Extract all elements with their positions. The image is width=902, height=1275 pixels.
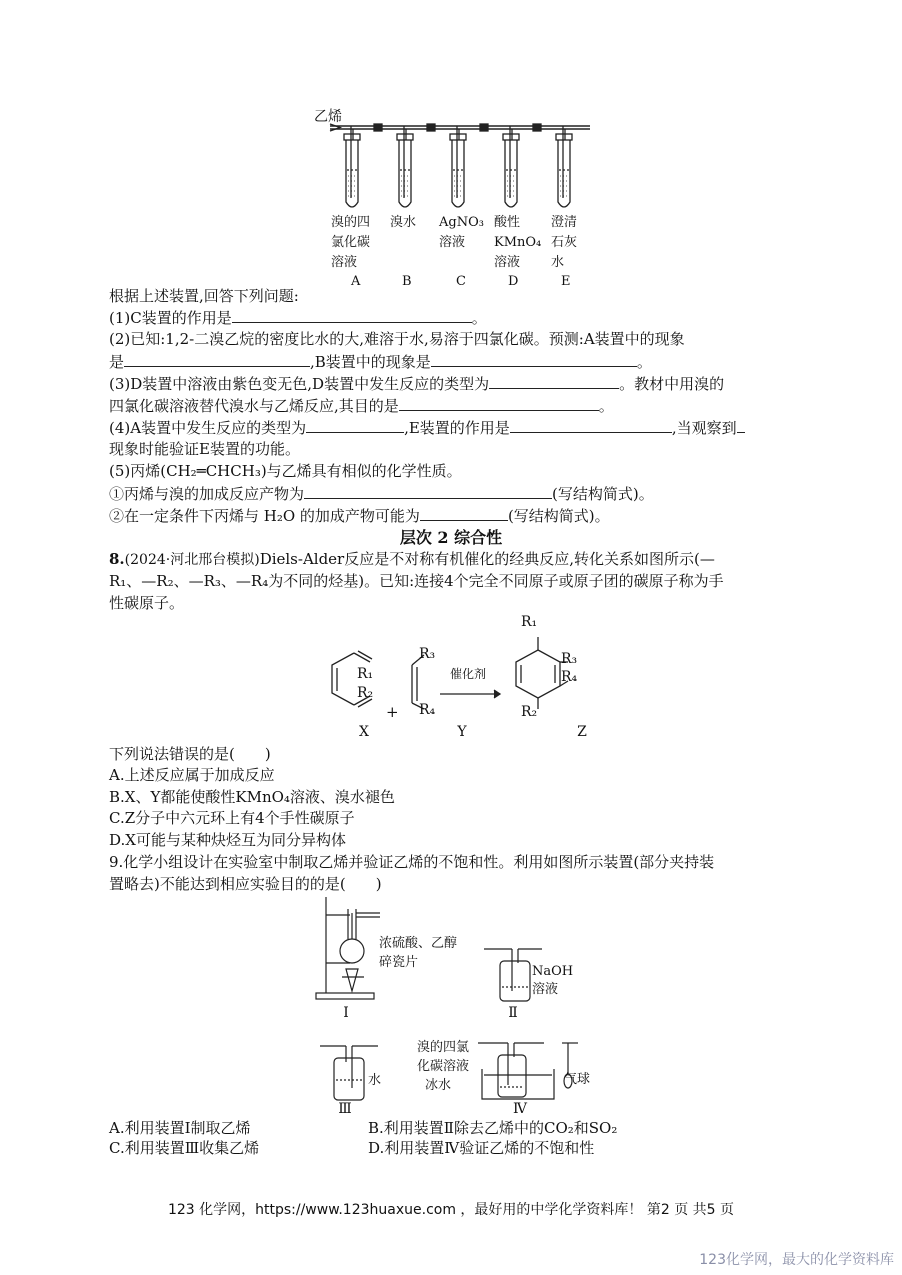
y-r3: R₃ [419, 646, 436, 662]
test-tube [344, 126, 360, 207]
q7-intro: 根据上述装置,回答下列问题: [109, 287, 299, 305]
tube-connector [480, 124, 488, 131]
balloon-label: 气球 [564, 1072, 591, 1087]
q7-part3-line1: (3)D装置中溶液由紫色变无色,D装置中发生反应的类型为 。教材中用溴的 [109, 375, 725, 393]
y-label: Y [457, 724, 467, 740]
answer-blank[interactable] [510, 417, 672, 433]
answer-blank[interactable] [304, 483, 552, 499]
q9-option-d[interactable]: D.利用装置Ⅳ验证乙烯的不饱和性 [368, 1139, 595, 1157]
z-r3: R₃ [561, 651, 578, 667]
apparatus-4-numeral: Ⅳ [513, 1101, 527, 1117]
answer-blank[interactable] [431, 351, 637, 367]
q8-line2: R₁、—R₂、—R₃、—R₄为不同的烃基)。已知:连接4个完全不同原子或原子团的碳原子称为手 [109, 572, 724, 590]
tube-a-letter: A [351, 274, 361, 289]
q7-part3-line2: 四氯化碳溶液替代溴水与乙烯反应,其目的是 。 [109, 397, 614, 415]
tube-a-label-1: 溴的四 [331, 215, 371, 230]
tube-d-label-1: 酸性 [494, 215, 521, 230]
q7-part4-line2: 现象时能验证E装置的功能。 [109, 440, 300, 458]
tube-d-label-2: KMnO₄ [494, 235, 542, 250]
tube-d-letter: D [508, 274, 519, 289]
test-tube [556, 126, 572, 207]
tube-e-label-2: 石灰 [551, 235, 578, 250]
bromine-label-2: 化碳溶液 [417, 1059, 470, 1074]
q8-option-b[interactable]: B.X、Y都能使酸性KMnO₄溶液、溴水褪色 [109, 788, 395, 806]
q7-part4-line1: (4)A装置中发生反应的类型为 ,E装置的作用是 ,当观察到 [109, 417, 745, 438]
q8-option-c[interactable]: C.Z分子中六元环上有4个手性碳原子 [109, 809, 355, 827]
z-r4: R₄ [561, 669, 578, 685]
tube-e-letter: E [561, 274, 571, 289]
apparatus-2-numeral: Ⅱ [508, 1005, 518, 1021]
test-tube [397, 126, 413, 207]
test-tube [450, 126, 466, 207]
q8-stem: 下列说法错误的是( ) [109, 745, 271, 763]
bromine-label-1: 溴的四氯 [417, 1040, 470, 1055]
z-r2: R₂ [521, 704, 538, 720]
y-r4: R₄ [419, 702, 436, 718]
test-tube [503, 126, 519, 207]
answer-blank[interactable] [420, 505, 508, 521]
tube-b-label-1: 溴水 [390, 215, 417, 230]
chip-label: 碎瓷片 [379, 955, 419, 970]
z-r1: R₁ [521, 614, 538, 630]
q8-option-a[interactable]: A.上述反应属于加成反应 [109, 766, 275, 784]
q7-part2-line1: (2)已知:1,2-二溴乙烷的密度比水的大,难溶于水,易溶于四氯化碳。预测:A装置中的现象 [109, 330, 685, 348]
tube-a-label-2: 氯化碳 [331, 235, 371, 250]
q7-part5-1: ①丙烯与溴的加成反应产物为 (写结构简式)。 [109, 485, 654, 503]
q7-part1: (1)C装置的作用是 。 [109, 309, 487, 327]
tube-connector [374, 124, 382, 131]
q9-option-b[interactable]: B.利用装置Ⅱ除去乙烯中的CO₂和SO₂ [368, 1119, 618, 1137]
tube-connector [533, 124, 541, 131]
answer-blank[interactable] [489, 373, 619, 389]
apparatus-3-numeral: Ⅲ [338, 1101, 352, 1117]
tube-c-label-2: 溶液 [439, 235, 466, 250]
answer-blank[interactable] [124, 351, 310, 367]
q9-option-c[interactable]: C.利用装置Ⅲ收集乙烯 [109, 1139, 260, 1157]
q7-part2-line2: 是 ,B装置中的现象是 。 [109, 353, 652, 371]
z-label: Z [577, 724, 587, 740]
section-heading: 层次 2 综合性 [399, 528, 503, 547]
apparatus-1-numeral: Ⅰ [343, 1005, 349, 1021]
naoh-label: NaOH [532, 964, 574, 979]
gas-label: 乙烯 [314, 109, 342, 125]
q8-option-d[interactable]: D.X可能与某种炔烃互为同分异构体 [109, 831, 346, 849]
tube-b-letter: B [402, 274, 412, 289]
ice-water-label: 冰水 [425, 1078, 452, 1093]
answer-blank[interactable] [737, 417, 745, 433]
tube-c-label-1: AgNO₃ [439, 215, 484, 230]
answer-blank[interactable] [399, 395, 599, 411]
plus-sign: + [386, 703, 399, 721]
x-r1: R₁ [357, 666, 374, 682]
water-label: 水 [368, 1073, 382, 1088]
answer-blank[interactable] [232, 307, 472, 323]
catalyst-label: 催化剂 [450, 667, 487, 681]
q9-option-a[interactable]: A.利用装置Ⅰ制取乙烯 [109, 1119, 251, 1137]
test-tube-apparatus [300, 110, 600, 220]
tube-connector [427, 124, 435, 131]
q7-part5-2: ②在一定条件下丙烯与 H₂O 的加成产物可能为 (写结构简式)。 [109, 507, 610, 525]
apparatus-1 [312, 893, 382, 1003]
x-label: X [359, 724, 369, 740]
x-r2: R₂ [357, 685, 374, 701]
tube-c-letter: C [456, 274, 466, 289]
tube-e-label-1: 澄清 [551, 215, 578, 230]
q9-line2: 置略去)不能达到相应实验目的的是( ) [109, 875, 382, 893]
q8-line1: 8.(2024·河北邢台模拟)Diels-Alder反应是不对称有机催化的经典反应,转化关系如图所示(— [109, 550, 715, 568]
tube-d-label-3: 溶液 [494, 255, 521, 270]
page-footer: 123 化学网，https://www.123huaxue.com ，最好用的中学化学资料库！ 第2 页 共5 页 [167, 1202, 735, 1218]
watermark: 123化学网，最大的化学资料库 [699, 1252, 894, 1268]
q9-line1: 9.化学小组设计在实验室中制取乙烯并验证乙烯的不饱和性。利用如图所示装置(部分夹持装 [109, 853, 715, 871]
q7-part5: (5)丙烯(CH₂═CHCH₃)与乙烯具有相似的化学性质。 [109, 462, 462, 480]
tube-e-label-3: 水 [551, 255, 565, 270]
solution-label: 溶液 [532, 982, 559, 997]
answer-blank[interactable] [306, 417, 404, 433]
reagent-label: 浓硫酸、乙醇 [379, 936, 458, 951]
q8-line3: 性碳原子。 [109, 594, 185, 612]
tube-a-label-3: 溶液 [331, 255, 358, 270]
